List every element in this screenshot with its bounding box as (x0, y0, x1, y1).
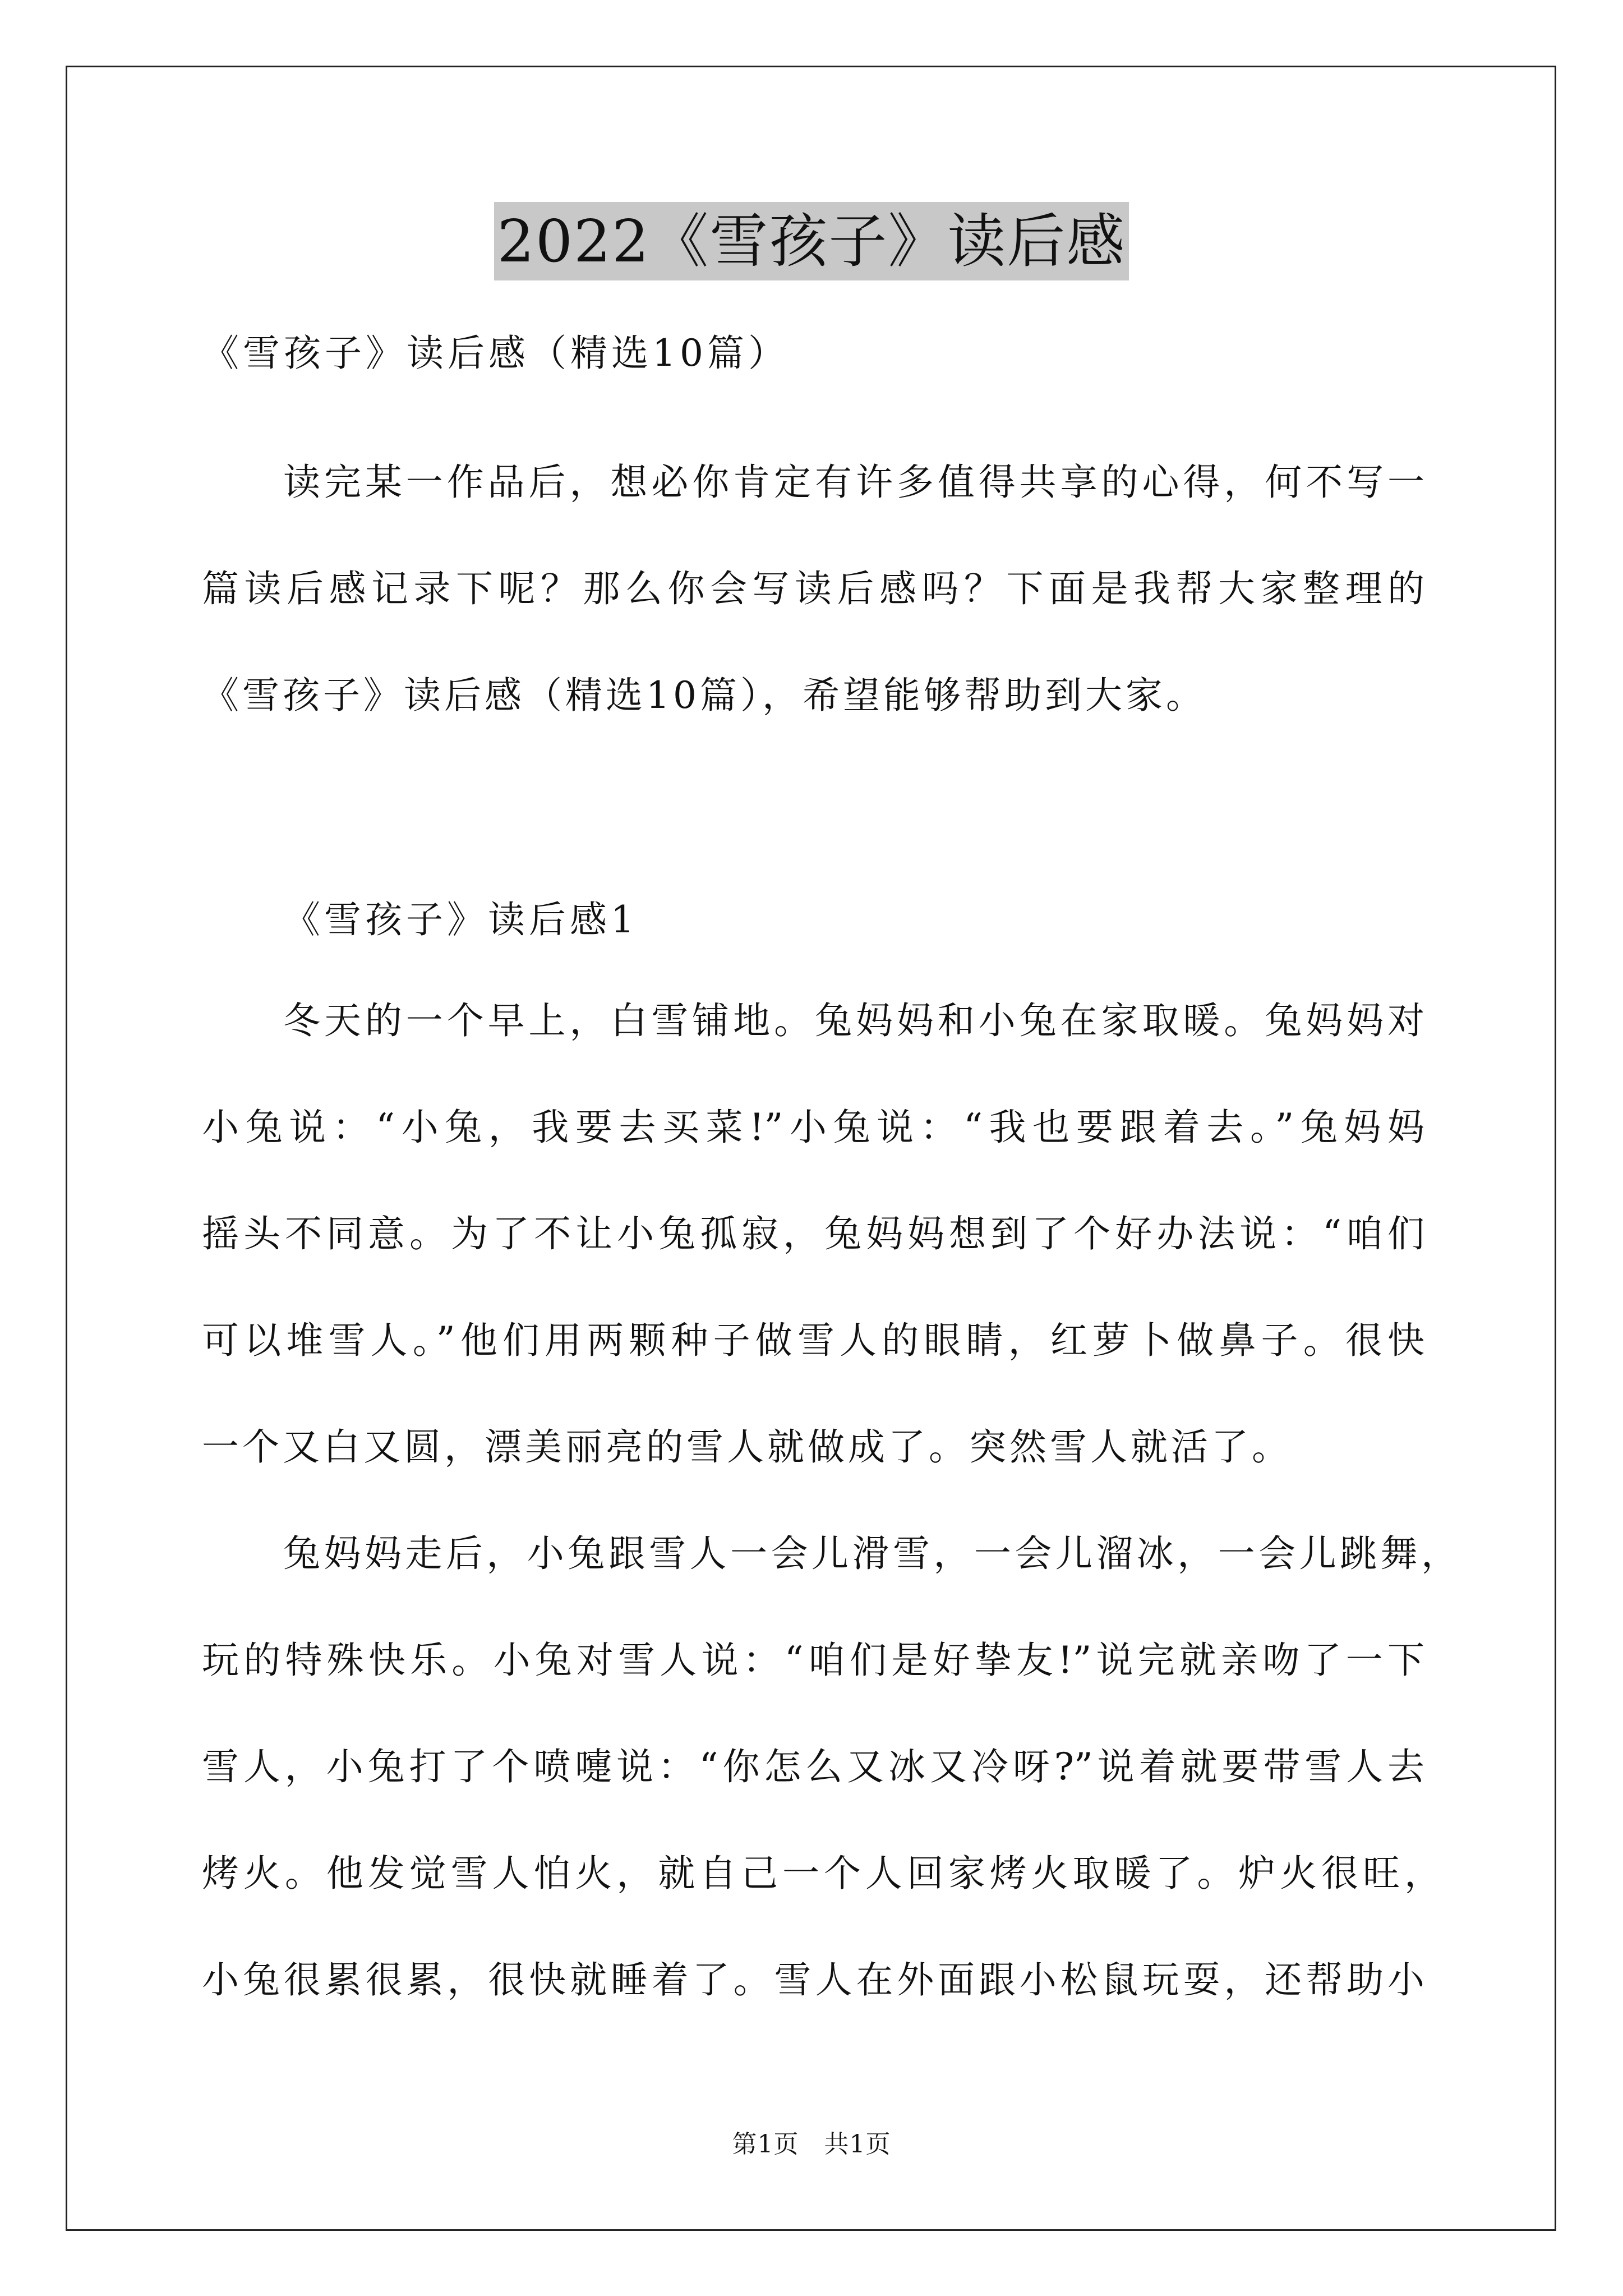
para1-line-1: 冬天的一个早上，白雪铺地。兔妈妈和小兔在家取暖。兔妈妈对 (283, 999, 1424, 1042)
para2-line-4: 烤火。他发觉雪人怕火，就自己一个人回家烤火取暖了。炉火很旺， (202, 1852, 1441, 1895)
para2-line-5: 小兔很累很累，很快就睡着了。雪人在外面跟小松鼠玩耍，还帮助小 (202, 1958, 1424, 2001)
para1-line-5: 一个又白又圆，漂美丽亮的雪人就做成了。突然雪人就活了。 (202, 1425, 1292, 1469)
intro-line-2: 篇读后感记录下呢？那么你会写读后感吗？下面是我帮大家整理的 (202, 567, 1424, 610)
intro-line-1: 读完某一作品后，想必你肯定有许多值得共享的心得，何不写一 (283, 461, 1424, 504)
document-title: 2022《雪孩子》读后感 (494, 202, 1129, 280)
para1-line-2: 小兔说：“小兔，我要去买菜!”小兔说：“我也要跟着去。”兔妈妈 (202, 1106, 1424, 1149)
para2-line-2: 玩的特殊快乐。小兔对雪人说：“咱们是好挚友!”说完就亲吻了一下 (202, 1639, 1424, 1682)
para2-line-3: 雪人，小兔打了个喷嚏说：“你怎么又冰又冷呀?”说着就要带雪人去 (202, 1745, 1424, 1788)
title-container (0, 202, 1623, 280)
intro-line-3: 《雪孩子》读后感（精选10篇），希望能够帮助到大家。 (202, 674, 1206, 717)
para1-line-3: 摇头不同意。为了不让小兔孤寂，兔妈妈想到了个好办法说：“咱们 (202, 1212, 1424, 1255)
subtitle-line: 《雪孩子》读后感（精选10篇） (202, 332, 789, 375)
para2-line-1: 兔妈妈走后，小兔跟雪人一会儿滑雪，一会儿溜冰，一会儿跳舞， (283, 1532, 1458, 1575)
section-heading-1: 《雪孩子》读后感1 (283, 898, 638, 941)
para1-line-4: 可以堆雪人。”他们用两颗种子做雪人的眼睛，红萝卜做鼻子。很快 (202, 1319, 1424, 1362)
page-footer: 第1页 共1页 (732, 2130, 891, 2159)
